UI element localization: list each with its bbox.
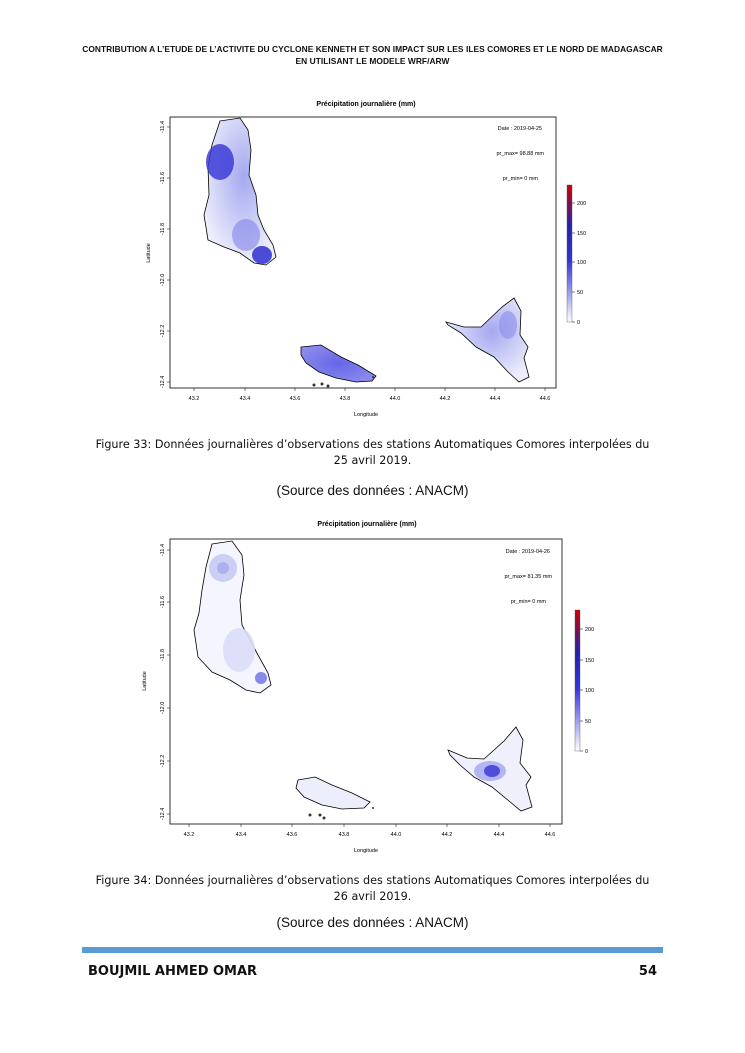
footer-author: BOUJMIL AHMED OMAR	[88, 964, 258, 979]
x-tick-label: 43.4	[239, 396, 251, 402]
x-axis	[189, 388, 551, 418]
page-number: 54	[638, 964, 657, 979]
colorbar	[567, 185, 572, 322]
islet	[372, 376, 374, 378]
footer-divider	[82, 947, 663, 953]
x-tick-label: 44.4	[493, 832, 505, 838]
islet	[321, 383, 324, 386]
rain-patch	[217, 562, 229, 574]
caption-line-2: 25 avril 2019.	[333, 454, 412, 467]
x-tick-label: 43.2	[183, 832, 195, 838]
colorbar-tick: 150	[585, 658, 595, 664]
rain-max-southeast	[255, 672, 267, 684]
rain-max-southeast	[252, 246, 272, 264]
islet	[327, 385, 330, 388]
y-tick-label: -12.2	[160, 324, 166, 338]
colorbar-tick: 0	[577, 320, 581, 326]
colorbar-tick: 200	[585, 627, 595, 633]
x-axis	[184, 824, 556, 854]
rain-max-anjouan	[484, 765, 500, 777]
figure-33-source: (Source des données : ANACM)	[276, 483, 469, 498]
y-tick-label: -12.0	[160, 701, 166, 715]
caption-line-2: 26 avril 2019.	[333, 890, 412, 903]
x-axis-label: Longitude	[353, 412, 379, 418]
y-tick-label: -11.8	[160, 648, 166, 662]
x-tick-label: 44.2	[439, 396, 451, 402]
colorbar-ticks	[572, 201, 586, 326]
figure-33-map	[136, 95, 596, 425]
x-tick-label: 44.6	[539, 396, 551, 402]
colorbar-tick: 0	[585, 749, 589, 755]
precipitation-map-svg	[136, 95, 596, 425]
colorbar	[575, 610, 580, 751]
x-tick-label: 43.4	[235, 832, 247, 838]
y-axis-label: Latitude	[142, 671, 148, 691]
islet	[313, 384, 316, 387]
colorbar-ticks	[580, 627, 594, 755]
pr-min-label: pr_min= 0 mm	[502, 176, 538, 182]
y-tick-label: -12.4	[160, 807, 166, 821]
map-title: Précipitation journalière (mm)	[316, 101, 416, 108]
map-title: Précipitation journalière (mm)	[317, 521, 417, 528]
pr-max-label: pr_max= 81.35 mm	[504, 574, 552, 580]
y-tick-label: -11.4	[160, 120, 166, 134]
colorbar-tick: 200	[577, 201, 587, 207]
y-tick-label: -11.4	[160, 543, 166, 557]
header-line-2: EN UTILISANT LE MODELE WRF/ARW	[295, 56, 450, 66]
islet	[309, 814, 312, 817]
y-tick-label: -12.2	[160, 754, 166, 768]
date-label: Date : 2019-04-26	[505, 549, 550, 555]
colorbar-tick: 100	[577, 260, 587, 266]
pr-min-label: pr_min= 0 mm	[510, 599, 546, 605]
islet	[323, 817, 326, 820]
y-tick-label: -12.4	[160, 375, 166, 389]
x-tick-label: 44.0	[390, 832, 402, 838]
rain-max-west	[206, 144, 234, 180]
x-tick-label: 43.2	[188, 396, 200, 402]
x-tick-label: 43.6	[289, 396, 301, 402]
colorbar-tick: 150	[577, 231, 587, 237]
y-tick-label: -11.6	[160, 595, 166, 609]
x-tick-label: 43.8	[338, 832, 350, 838]
moheli-island	[296, 777, 370, 809]
x-tick-label: 44.2	[441, 832, 453, 838]
y-axis-label: Latitude	[146, 243, 152, 263]
caption-line-1: Figure 33: Données journalières d’observations des stations Automatiques Comores interpolées du	[95, 438, 650, 451]
anjouan-island	[446, 298, 529, 382]
rain-patch	[232, 219, 260, 251]
y-axis	[146, 121, 170, 388]
figure-33-caption	[80, 437, 665, 469]
date-label: Date : 2019-04-25	[497, 126, 542, 132]
figure-34-map	[132, 515, 602, 860]
colorbar-tick: 100	[585, 688, 595, 694]
y-tick-label: -12.0	[160, 273, 166, 287]
caption-line-1: Figure 34: Données journalières d’observations des stations Automatiques Comores interpolées du	[95, 874, 650, 887]
x-tick-label: 43.8	[339, 396, 351, 402]
moheli-island	[301, 345, 376, 382]
x-tick-label: 44.6	[544, 832, 556, 838]
x-tick-label: 44.0	[389, 396, 401, 402]
y-tick-label: -11.6	[160, 171, 166, 185]
y-tick-label: -11.8	[160, 222, 166, 236]
figure-34-source: (Source des données : ANACM)	[276, 915, 469, 930]
islet	[372, 807, 374, 809]
y-axis	[142, 544, 170, 820]
x-tick-label: 43.6	[286, 832, 298, 838]
colorbar-tick: 50	[585, 719, 592, 725]
running-header	[60, 43, 685, 67]
rain-patch	[223, 628, 255, 672]
header-line-1: CONTRIBUTION A L’ETUDE DE L’ACTIVITE DU CYCLONE KENNETH ET SON IMPACT SUR LES ILES COMORES ET LE NORD DE MADAGASCAR	[82, 44, 663, 54]
rain-patch	[499, 311, 517, 339]
precipitation-map-svg	[132, 515, 602, 860]
figure-34-caption	[80, 873, 665, 905]
x-tick-label: 44.4	[489, 396, 501, 402]
islet	[319, 814, 322, 817]
x-axis-label: Longitude	[353, 848, 379, 854]
colorbar-tick: 50	[577, 290, 584, 296]
pr-max-label: pr_max= 98.88 mm	[496, 151, 544, 157]
